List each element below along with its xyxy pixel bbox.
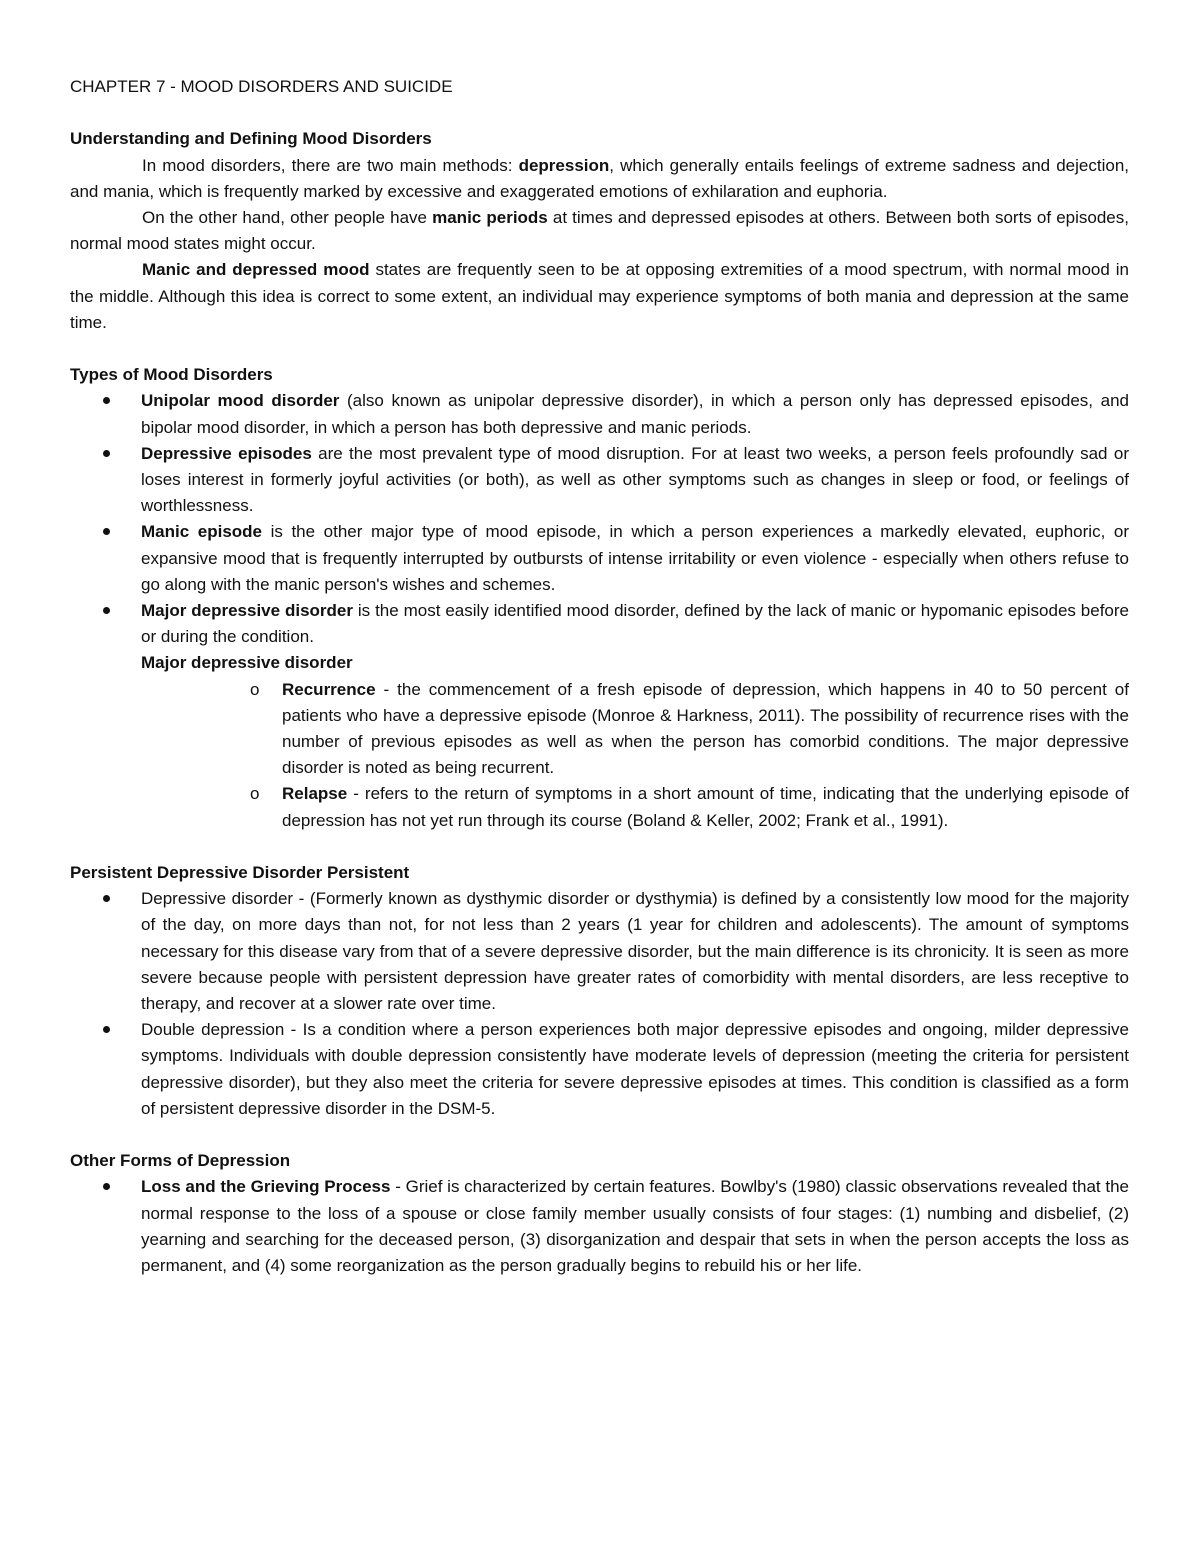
list-item: [70, 886, 1129, 1017]
paragraph-methods: [70, 153, 1129, 205]
bold-term-manic-depressed-mood: Manic and depressed mood: [142, 260, 370, 280]
bold-term: Depressive episodes: [141, 443, 312, 463]
chapter-title: CHAPTER 7 - MOOD DISORDERS AND SUICIDE: [70, 77, 453, 96]
spacer: [70, 100, 1129, 126]
list-item: [70, 441, 1129, 520]
list-item: [70, 1174, 1129, 1279]
other-forms-list: [70, 1174, 1129, 1279]
text: Depressive disorder - (Formerly known as dysthymic disorder or dysthymia) is defined by a consistently low mood for the majority of the day, on more days than not, for not less than 2 years (1 year for children and adolescents). The amount of symptoms necessary for this disease vary from that of a severe depressive disorder, but the main difference is its chronicity. It is seen as more severe because people with persistent depression have greater rates of comorbidity with mental disorders, are less receptive to therapy, and recover at a slower rate over time.: [141, 889, 1129, 1014]
persistent-list: [70, 886, 1129, 1122]
list-item: [70, 598, 1129, 650]
text: - refers to the return of symptoms in a short amount of time, indicating that the underlying episode of depression has not yet run through its course (Boland & Keller, 2002; Frank et al., 1991).: [282, 784, 1129, 830]
paragraph-mood-spectrum: [70, 257, 1129, 336]
bullet-icon: [103, 528, 110, 535]
bold-term: Unipolar mood disorder: [141, 391, 340, 411]
text: states are frequently seen to be at opposing extremities of a mood spectrum, with normal mood in the middle. Although this idea is correct to some extent, an individual may experience symptoms of both mania and depression at the same time.: [70, 260, 1129, 332]
circle-bullet-icon: o: [250, 784, 260, 804]
list-item: [70, 519, 1129, 598]
document-page: [70, 74, 1129, 1279]
text: On the other hand, other people have: [142, 208, 433, 227]
text: In mood disorders, there are two main methods:: [142, 155, 519, 175]
text: Double depression - Is a condition where a person experiences both major depressive episodes and ongoing, milder depressive symptoms. Individuals with double depression consistently have moderate levels of depression (meeting the criteria for persistent depressive disorder), but they also meet the criteria for severe depressive episodes at times. This condition is classified as a form of persistent depressive disorder in the DSM-5.: [141, 1020, 1129, 1118]
text: - Grief is characterized by certain features. Bowlby's (1980) classic observations revealed that the normal response to the loss of a spouse or close family member usually consists of four stages: (1) numbing and disbelief, (2) yearning and searching for the deceased person, (3) disorganization and despair that sets in when the person accepts the loss as permanent, and (4) some reorganization as the person gradually begins to rebuild his or her life.: [141, 1177, 1129, 1276]
types-list: [70, 388, 1129, 650]
text: (also known as unipolar depressive disorder), in which a person only has depressed episodes, and bipolar mood disorder, in which a person has both depressive and manic periods.: [141, 391, 1129, 437]
bullet-icon: [103, 895, 110, 902]
circle-bullet-icon: o: [250, 679, 260, 699]
list-item: [70, 1017, 1129, 1122]
bold-term-depression: depression: [518, 155, 610, 175]
section-heading-types: Types of Mood Disorders: [70, 365, 273, 385]
spacer: [70, 1122, 1129, 1148]
bullet-icon: [103, 1026, 110, 1033]
text: - the commencement of a fresh episode of depression, which happens in 40 to 50 percent of patients who have a depressive episode (Monroe & Harkness, 2011). The possibility of recurrence rises with the number of previous episodes as well as when the person has comorbid conditions. The major depressive disorder is noted as being recurrent.: [282, 679, 1129, 778]
list-item: [70, 388, 1129, 440]
section-heading-persistent: Persistent Depressive Disorder Persistent: [70, 863, 410, 883]
bold-term-manic-periods: manic periods: [432, 208, 548, 227]
bullet-icon: [103, 1183, 110, 1190]
spacer: [70, 834, 1129, 860]
sub-list-item: [70, 781, 1129, 833]
sub-list-item: [70, 677, 1129, 782]
bullet-icon: [103, 397, 110, 404]
text: , which generally entails feelings of extreme sadness and dejection, and mania, which is frequently marked by excessive and exaggerated emotions of exhilaration and euphoria.: [70, 155, 1129, 201]
bold-term: Manic episode: [141, 522, 262, 542]
text: at times and depressed episodes at others. Between both sorts of episodes, normal mood states might occur.: [70, 208, 1129, 254]
text: is the other major type of mood episode, in which a person experiences a markedly elevated, euphoric, or expansive mood that is frequently interrupted by outbursts of intense irritability or even violence - especially when others refuse to go along with the manic person's wishes and schemes.: [141, 522, 1129, 594]
text: is the most easily identified mood disorder, defined by the lack of manic or hypomanic episodes before or during the condition.: [141, 601, 1129, 647]
bold-term: Loss and the Grieving Process: [141, 1177, 391, 1197]
bold-term: Recurrence: [282, 679, 376, 699]
spacer: [70, 336, 1129, 362]
bullet-icon: [103, 450, 110, 457]
text: are the most prevalent type of mood disruption. For at least two weeks, a person feels profoundly sad or loses interest in formerly joyful activities (or both), as well as other symptoms such as changes in sleep or food, or feelings of worthlessness.: [141, 443, 1129, 516]
paragraph-manic-periods: [70, 205, 1129, 257]
sub-label-major-depressive: Major depressive disorder: [141, 653, 353, 673]
section-heading-understanding: Understanding and Defining Mood Disorders: [70, 129, 432, 149]
major-depressive-sublist: [70, 677, 1129, 834]
bold-term: Major depressive disorder: [141, 601, 353, 621]
bold-term: Relapse: [282, 784, 348, 804]
bullet-icon: [103, 607, 110, 614]
section-heading-other-forms: Other Forms of Depression: [70, 1151, 291, 1171]
